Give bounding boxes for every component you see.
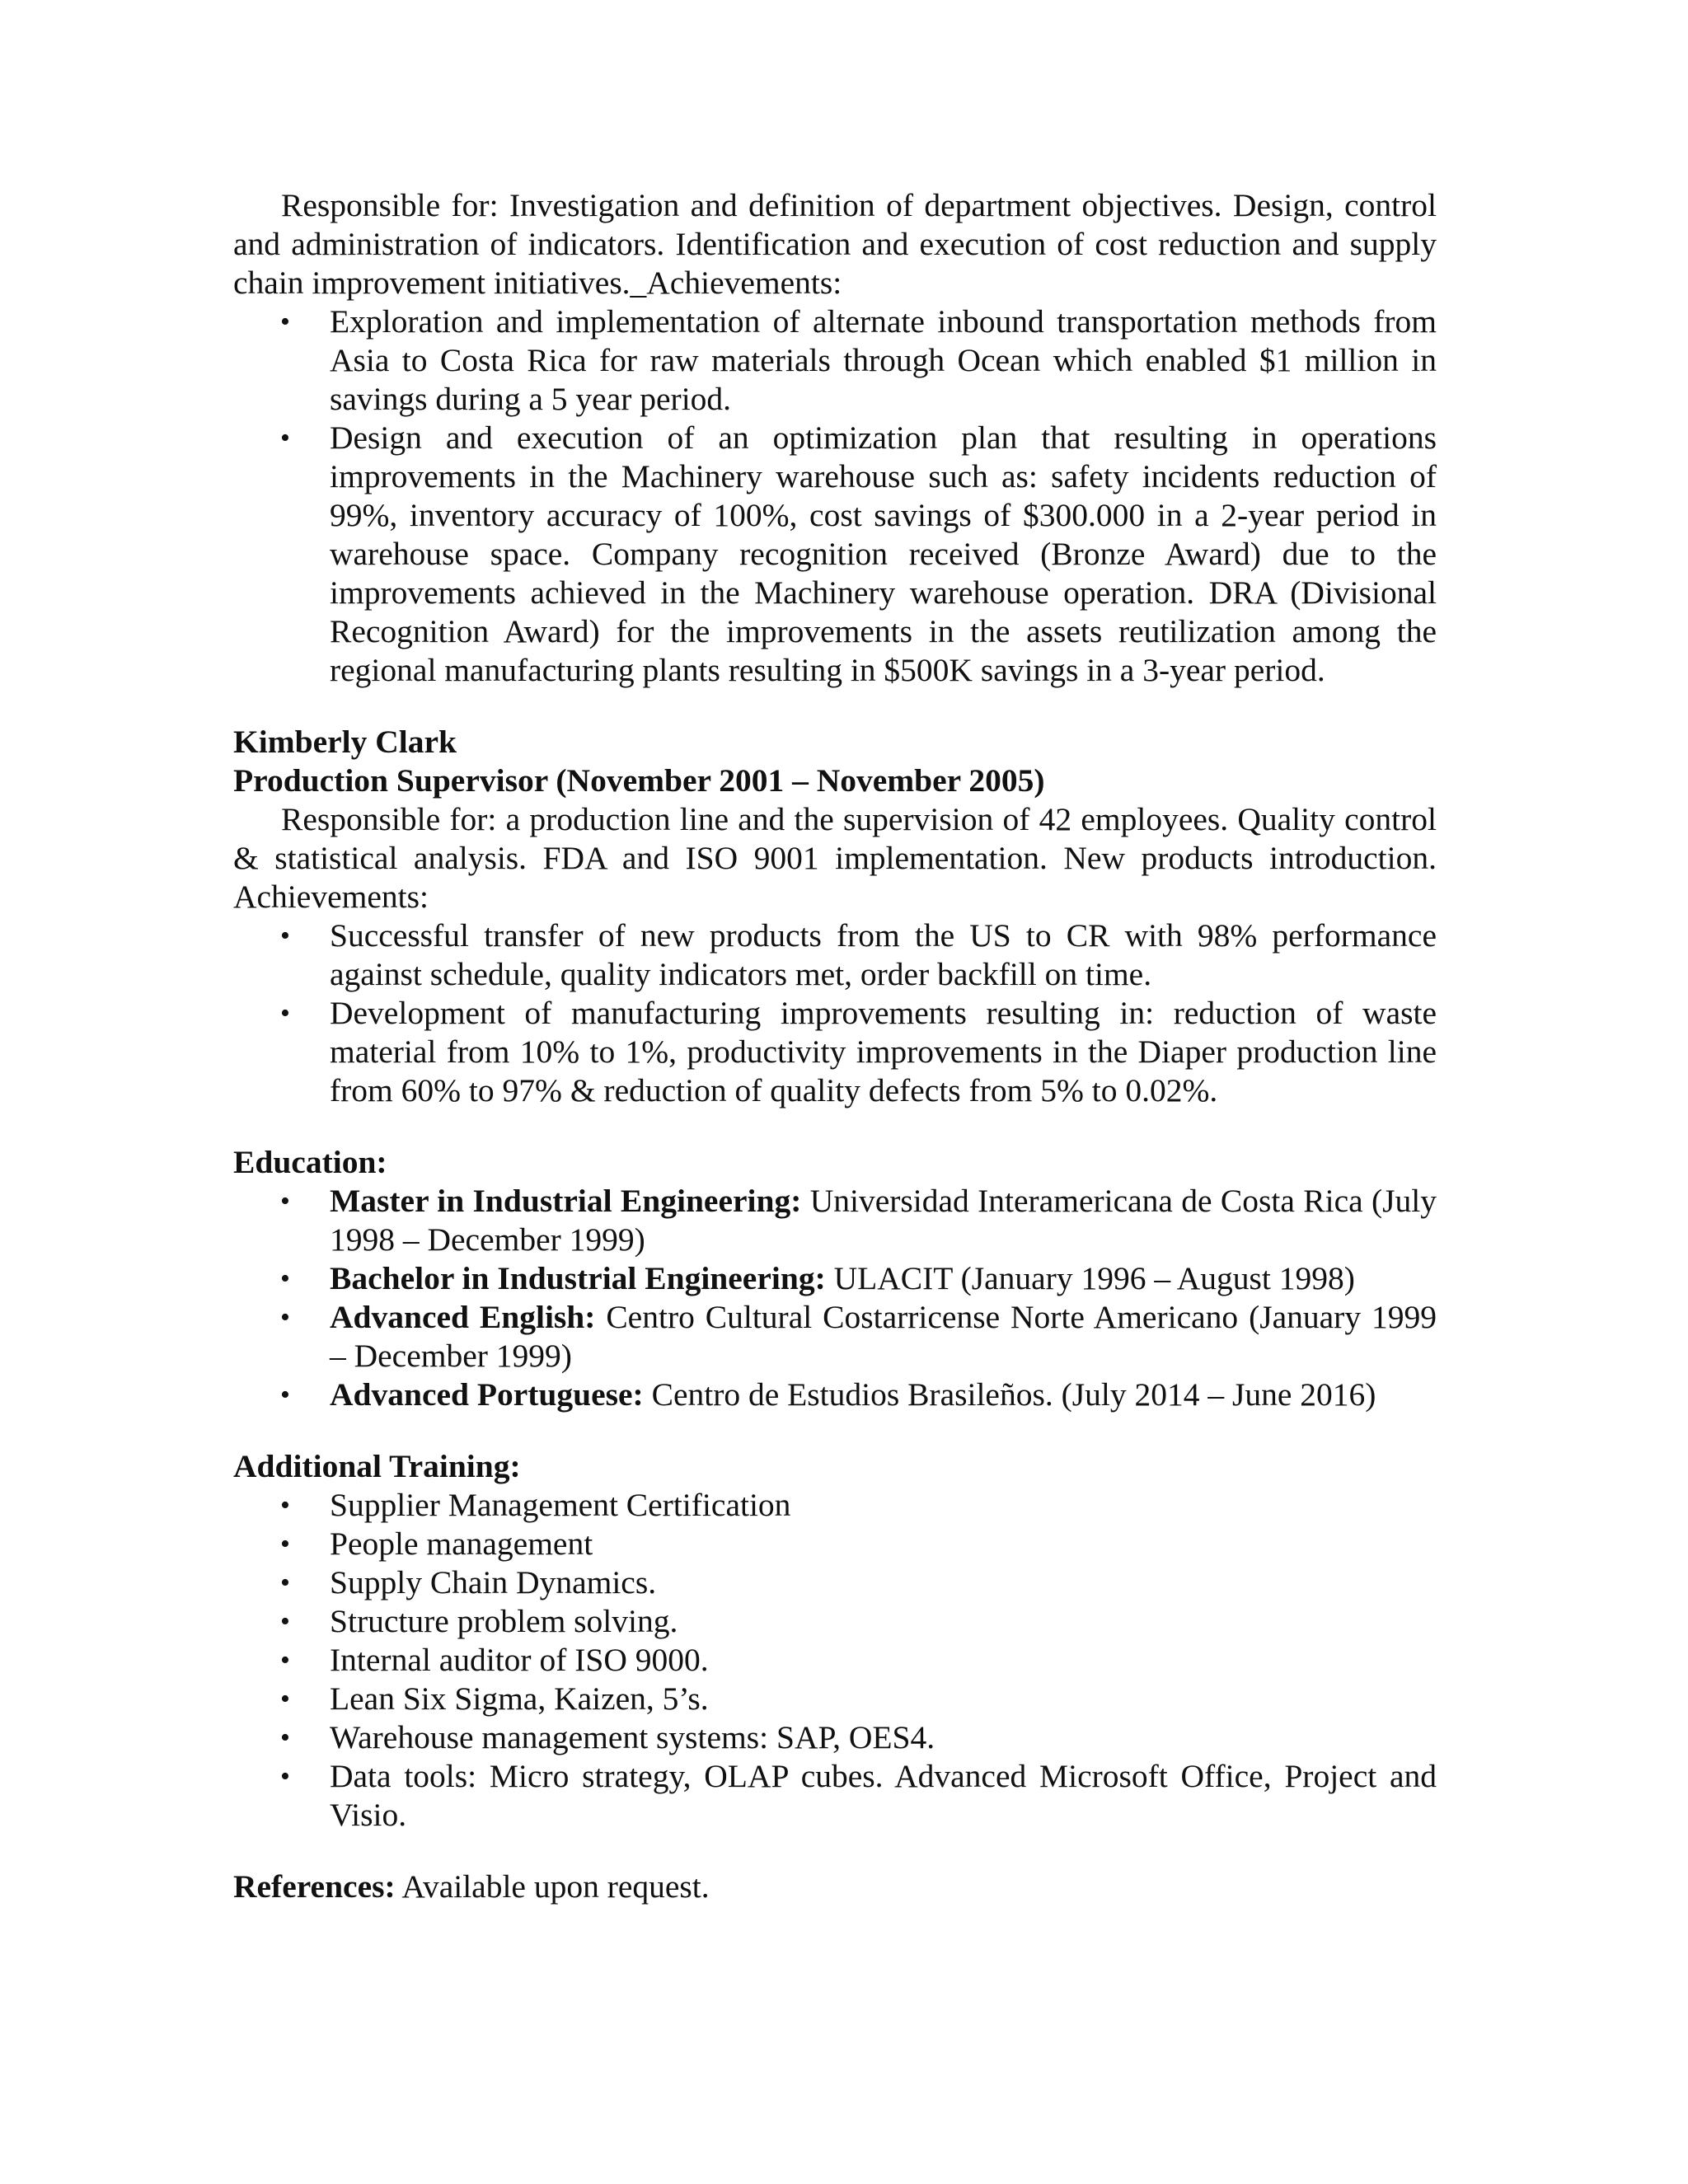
list-item — [233, 994, 1437, 1110]
bullet-icon: • — [280, 1529, 290, 1559]
degree-label: Master in Industrial Engineering: — [330, 1183, 802, 1219]
training-heading: Additional Training: — [233, 1448, 521, 1484]
list-item — [233, 1757, 1437, 1835]
references-line — [233, 1868, 1437, 1906]
degree-detail: Universidad Interamericana de Costa Rica (July 1998 – December 1999) — [330, 1183, 1437, 1258]
section-spacer — [233, 1835, 1437, 1868]
bullet-icon: • — [280, 1568, 290, 1598]
training-item: Internal auditor of ISO 9000. — [330, 1642, 709, 1678]
bullet-icon: • — [280, 1722, 290, 1753]
bullet-icon: • — [280, 1761, 290, 1792]
list-item — [233, 1680, 1437, 1718]
section-spacer — [233, 1414, 1437, 1447]
training-item: Lean Six Sigma, Kaizen, 5’s. — [330, 1680, 709, 1717]
degree-detail: Centro de Estudios Brasileños. (July 2014 – June 2016) — [643, 1376, 1376, 1413]
list-item — [233, 1641, 1437, 1680]
training-item: People management — [330, 1526, 593, 1562]
list-item — [233, 302, 1437, 419]
list-item — [233, 1525, 1437, 1563]
degree-detail: Centro Cultural Costarricense Norte Americano (January 1999 – December 1999) — [330, 1299, 1437, 1374]
section-spacer — [233, 690, 1437, 723]
bullet-icon: • — [280, 307, 290, 337]
job2-responsibilities: Responsible for: a production line and the supervision of 42 employees. Quality control & statistical analysis. FDA and ISO 9001 implementation. New products introduction. Achievements: — [233, 801, 1437, 915]
bullet-icon: • — [280, 1186, 290, 1216]
resume-page — [233, 186, 1437, 1906]
job-title: Production Supervisor (November 2001 – November 2005) — [233, 762, 1045, 799]
degree-label: Advanced English: — [330, 1299, 596, 1335]
achievement-text: Development of manufacturing improvements resulting in: reduction of waste material from 10% to 1%, productivity improvements in the Diaper production line from 60% to 97% & reduction of quality defects from 5% to 0.02%. — [330, 995, 1437, 1108]
bullet-icon: • — [280, 1606, 290, 1637]
list-item — [233, 1563, 1437, 1602]
bullet-icon: • — [280, 1302, 290, 1333]
achievement-text: Successful transfer of new products from the US to CR with 98% performance against schedule, quality indicators met, order backfill on time. — [330, 917, 1437, 992]
training-list — [233, 1486, 1437, 1835]
education-heading: Education: — [233, 1144, 387, 1180]
bullet-icon: • — [280, 1263, 290, 1294]
list-item — [233, 1182, 1437, 1259]
degree-detail: ULACIT (January 1996 – August 1998) — [825, 1260, 1355, 1296]
bullet-icon: • — [280, 1380, 290, 1410]
job2-achievements-list — [233, 916, 1437, 1110]
training-item: Warehouse management systems: SAP, OES4. — [330, 1719, 935, 1755]
training-item: Data tools: Micro strategy, OLAP cubes. Advanced Microsoft Office, Project and Visio. — [330, 1758, 1437, 1833]
references-label: References: — [233, 1868, 396, 1905]
job1-responsibilities: Responsible for: Investigation and definition of department objectives. Design, control and administration of indicators. Identification and execution of cost reduction and supply chain improvement initiatives._Achievements: — [233, 187, 1437, 301]
company-name: Kimberly Clark — [233, 724, 457, 760]
achievement-text: Design and execution of an optimization plan that resulting in operations improvements in the Machinery warehouse such as: safety incidents reduction of 99%, inventory accuracy of 100%, cost savings of $300.000 in a 2-year period in warehouse space. Company recognition received (Bronze Award) due to the improvements achieved in the Machinery warehouse operation. DRA (Divisional Recognition Award) for the improvements in the assets reutilization among the regional manufacturing plants resulting in $500K savings in a 3-year period. — [330, 419, 1437, 688]
list-item — [233, 1298, 1437, 1376]
achievement-text: Exploration and implementation of alternate inbound transportation methods from Asia to Costa Rica for raw materials through Ocean which enabled $1 million in savings during a 5 year period. — [330, 303, 1437, 417]
list-item — [233, 1376, 1437, 1414]
list-item — [233, 916, 1437, 994]
list-item — [233, 419, 1437, 690]
job1-achievements-list — [233, 302, 1437, 690]
bullet-icon: • — [280, 1684, 290, 1714]
education-list — [233, 1182, 1437, 1414]
degree-label: Advanced Portuguese: — [330, 1376, 644, 1413]
bullet-icon: • — [280, 423, 290, 453]
bullet-icon: • — [280, 1645, 290, 1675]
list-item — [233, 1259, 1437, 1298]
training-item: Structure problem solving. — [330, 1603, 678, 1639]
list-item — [233, 1602, 1437, 1641]
training-item: Supplier Management Certification — [330, 1487, 791, 1523]
training-item: Supply Chain Dynamics. — [330, 1564, 657, 1601]
bullet-icon: • — [280, 921, 290, 951]
section-spacer — [233, 1110, 1437, 1143]
bullet-icon: • — [280, 998, 290, 1029]
references-text: Available upon request. — [395, 1868, 710, 1905]
degree-label: Bachelor in Industrial Engineering: — [330, 1260, 826, 1296]
bullet-icon: • — [280, 1490, 290, 1521]
list-item — [233, 1718, 1437, 1757]
list-item — [233, 1486, 1437, 1525]
